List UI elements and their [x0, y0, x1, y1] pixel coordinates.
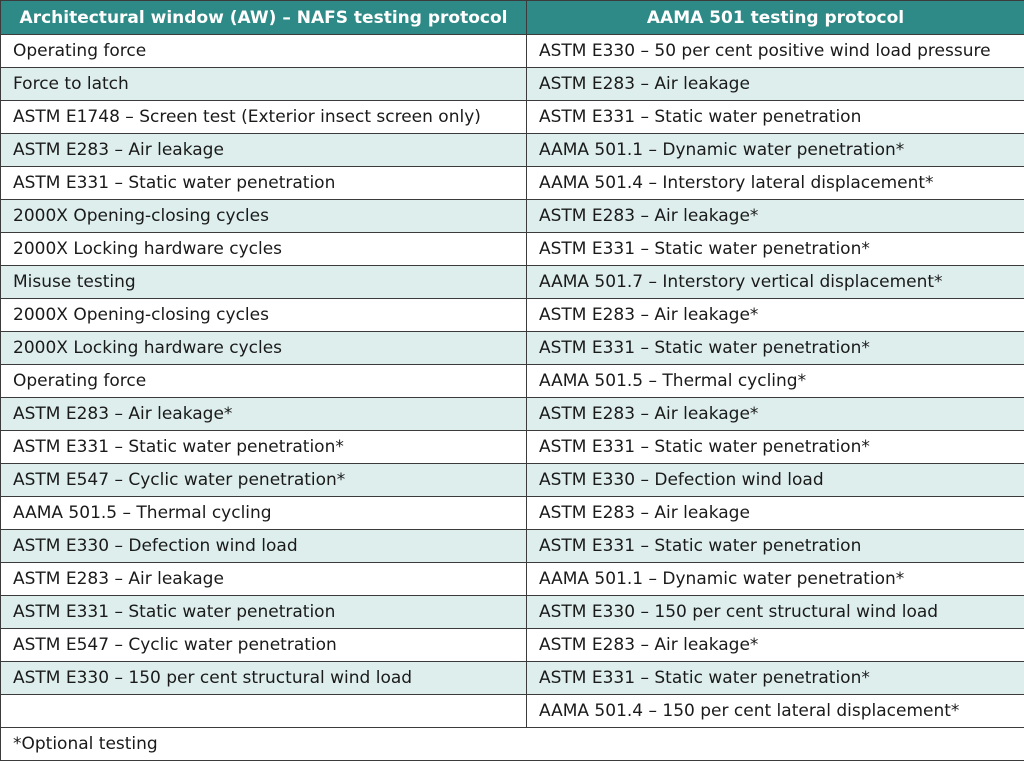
table-row — [1, 233, 1024, 266]
nafs-cell: ASTM E547 – Cyclic water penetration* — [1, 464, 527, 497]
nafs-cell: Force to latch — [1, 68, 527, 101]
nafs-cell — [1, 695, 527, 728]
table-row — [1, 299, 1024, 332]
aama-cell: AAMA 501.1 – Dynamic water penetration* — [527, 563, 1024, 596]
table-row — [1, 596, 1024, 629]
nafs-cell: 2000X Locking hardware cycles — [1, 233, 527, 266]
table-row — [1, 398, 1024, 431]
nafs-cell: 2000X Opening-closing cycles — [1, 299, 527, 332]
header-aama-protocol: AAMA 501 testing protocol — [527, 1, 1024, 35]
aama-cell: AAMA 501.4 – 150 per cent lateral displacement* — [527, 695, 1024, 728]
table-row — [1, 266, 1024, 299]
nafs-cell: ASTM E283 – Air leakage — [1, 134, 527, 167]
table-row — [1, 365, 1024, 398]
aama-cell: ASTM E331 – Static water penetration — [527, 101, 1024, 134]
table-row — [1, 134, 1024, 167]
nafs-cell: ASTM E547 – Cyclic water penetration — [1, 629, 527, 662]
table-row — [1, 431, 1024, 464]
nafs-cell: ASTM E283 – Air leakage* — [1, 398, 527, 431]
nafs-cell: ASTM E1748 – Screen test (Exterior insect screen only) — [1, 101, 527, 134]
nafs-cell: 2000X Locking hardware cycles — [1, 332, 527, 365]
nafs-cell: ASTM E330 – Defection wind load — [1, 530, 527, 563]
table-row — [1, 332, 1024, 365]
nafs-cell: ASTM E331 – Static water penetration — [1, 167, 527, 200]
nafs-cell: 2000X Opening-closing cycles — [1, 200, 527, 233]
aama-cell: ASTM E330 – 150 per cent structural wind load — [527, 596, 1024, 629]
table-row — [1, 167, 1024, 200]
nafs-cell: Operating force — [1, 35, 527, 68]
aama-cell: AAMA 501.1 – Dynamic water penetration* — [527, 134, 1024, 167]
table-body — [1, 35, 1024, 761]
nafs-cell: AAMA 501.5 – Thermal cycling — [1, 497, 527, 530]
aama-cell: ASTM E283 – Air leakage* — [527, 299, 1024, 332]
footnote-optional-testing: *Optional testing — [1, 728, 1024, 761]
aama-cell: ASTM E331 – Static water penetration — [527, 530, 1024, 563]
aama-cell: AAMA 501.7 – Interstory vertical displacement* — [527, 266, 1024, 299]
table-row — [1, 530, 1024, 563]
aama-cell: ASTM E331 – Static water penetration* — [527, 233, 1024, 266]
table-row — [1, 68, 1024, 101]
aama-cell: ASTM E283 – Air leakage* — [527, 629, 1024, 662]
header-nafs-protocol: Architectural window (AW) – NAFS testing protocol — [1, 1, 527, 35]
aama-cell: AAMA 501.4 – Interstory lateral displacement* — [527, 167, 1024, 200]
table-row — [1, 101, 1024, 134]
table-row — [1, 695, 1024, 728]
nafs-cell: ASTM E283 – Air leakage — [1, 563, 527, 596]
aama-cell: ASTM E331 – Static water penetration* — [527, 431, 1024, 464]
nafs-cell: ASTM E330 – 150 per cent structural wind load — [1, 662, 527, 695]
aama-cell: ASTM E283 – Air leakage* — [527, 398, 1024, 431]
aama-cell: ASTM E331 – Static water penetration* — [527, 662, 1024, 695]
footnote-row — [1, 728, 1024, 761]
table-row — [1, 629, 1024, 662]
nafs-cell: Operating force — [1, 365, 527, 398]
nafs-cell: ASTM E331 – Static water penetration* — [1, 431, 527, 464]
aama-cell: ASTM E331 – Static water penetration* — [527, 332, 1024, 365]
table-row — [1, 464, 1024, 497]
table-row — [1, 497, 1024, 530]
nafs-cell: Misuse testing — [1, 266, 527, 299]
aama-cell: ASTM E330 – Defection wind load — [527, 464, 1024, 497]
table-row — [1, 662, 1024, 695]
aama-cell: ASTM E283 – Air leakage — [527, 68, 1024, 101]
aama-cell: ASTM E283 – Air leakage — [527, 497, 1024, 530]
table-row — [1, 35, 1024, 68]
aama-cell: AAMA 501.5 – Thermal cycling* — [527, 365, 1024, 398]
aama-cell: ASTM E330 – 50 per cent positive wind load pressure — [527, 35, 1024, 68]
table-row — [1, 200, 1024, 233]
table-row — [1, 563, 1024, 596]
nafs-cell: ASTM E331 – Static water penetration — [1, 596, 527, 629]
aama-cell: ASTM E283 – Air leakage* — [527, 200, 1024, 233]
table-header-row — [1, 1, 1024, 35]
